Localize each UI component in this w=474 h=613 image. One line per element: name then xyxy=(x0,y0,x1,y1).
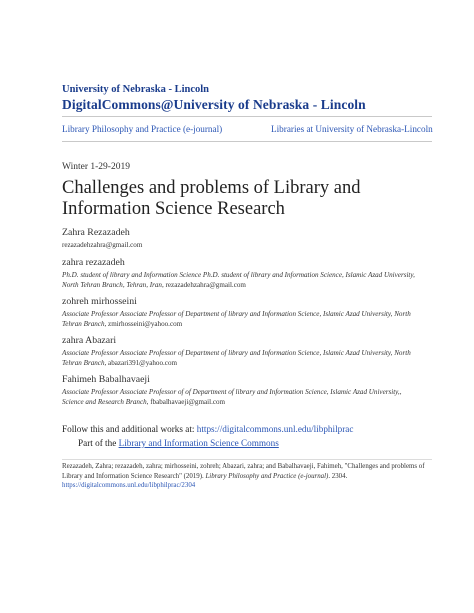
author-block-2 xyxy=(62,257,422,290)
divider-citation xyxy=(62,459,432,460)
author-name: Zahra Rezazadeh xyxy=(62,227,130,238)
author-name: Fahimeh Babalhavaeji xyxy=(62,374,150,385)
author-info-text: Ph.D. student of library and Information Science Ph.D. student of library and Information Science, Islamic Azad University, North Tehran Branch, Tehran, Iran xyxy=(62,271,415,289)
author-affiliation: Associate Professor Associate Professor of Department of library and Information Science, Islamic Azad University, North Tehran Branch, zmirhosseini@yahoo.com xyxy=(62,310,411,328)
author-email: rezazadehzahra@gmail.com xyxy=(165,281,246,289)
author-info-text: Associate Professor Associate Professor of Department of library and Information Science, Islamic Azad University, North Tehran Branch xyxy=(62,310,411,328)
citation-url-link[interactable]: https://digitalcommons.unl.edu/libphilprac/2304 xyxy=(62,482,196,490)
author-name: zahra Abazari xyxy=(62,335,117,346)
article-title: Challenges and problems of Library and Information Science Research xyxy=(62,178,361,219)
author-email: zmirhosseini@yahoo.com xyxy=(108,320,183,328)
author-affiliation: Associate Professor Associate Professor of of Department of library and Information Science, Islamic Azad University,, Science and Research Branch, fbabalhavaeji@gmail.com xyxy=(62,388,402,406)
author-name: zahra rezazadeh xyxy=(62,257,125,268)
author-block-5 xyxy=(62,374,422,407)
author-name: zohreh mirhosseini xyxy=(62,296,137,307)
author-affiliation: Associate Professor Associate Professor of Department of library and Information Science, Islamic Azad University, North Tehran Branch, abazari391@yahoo.com xyxy=(62,349,411,367)
author-email: fbabalhavaeji@gmail.com xyxy=(150,398,226,406)
publication-date: Winter 1-29-2019 xyxy=(62,162,130,172)
libraries-link[interactable]: Libraries at University of Nebraska-Lincoln xyxy=(271,124,433,134)
author-email: rezazadehzahra@gmail.com xyxy=(62,241,143,249)
author-affiliation: Ph.D. student of library and Information Science Ph.D. student of library and Information Science, Islamic Azad University, North Tehran Branch, Tehran, Iran, rezazadehzahra@gmail.com xyxy=(62,271,415,289)
part-of-line xyxy=(78,438,279,448)
collection-url-link[interactable]: https://digitalcommons.unl.edu/libphilprac xyxy=(196,424,354,434)
author-info-text: Associate Professor Associate Professor of of Department of library and Information Science, Islamic Azad University,, Science and Research Branch xyxy=(62,388,402,406)
citation-text: Rezazadeh, Zahra; rezazadeh, zahra; mirhosseini, zohreh; Abazari, zahra; and Babalhavaeji, Fahimeh, "Challenges and problems of Library and Information Science Research" (2019). xyxy=(62,463,425,480)
university-name[interactable]: University of Nebraska - Lincoln xyxy=(62,84,209,95)
author-block-4 xyxy=(62,335,422,368)
divider-nav xyxy=(62,141,432,142)
commons-link[interactable]: Library and Information Science Commons xyxy=(118,438,279,448)
citation-issue: . 2304. xyxy=(328,472,348,480)
citation-block xyxy=(62,462,428,491)
follow-prefix: Follow this and additional works at: xyxy=(62,424,197,434)
citation-journal: Library Philosophy and Practice (e-journal) xyxy=(205,472,329,480)
part-of-prefix: Part of the xyxy=(78,438,119,448)
author-info-text: Associate Professor Associate Professor of Department of library and Information Science, Islamic Azad University, North Tehran Branch xyxy=(62,349,411,367)
divider-top xyxy=(62,116,432,117)
author-email: abazari391@yahoo.com xyxy=(108,359,178,367)
author-block-1 xyxy=(62,227,422,250)
follow-line xyxy=(62,424,353,434)
journal-link[interactable]: Library Philosophy and Practice (e-journal) xyxy=(62,124,223,134)
repository-name[interactable]: DigitalCommons@University of Nebraska - Lincoln xyxy=(62,97,366,112)
author-block-3 xyxy=(62,296,422,329)
